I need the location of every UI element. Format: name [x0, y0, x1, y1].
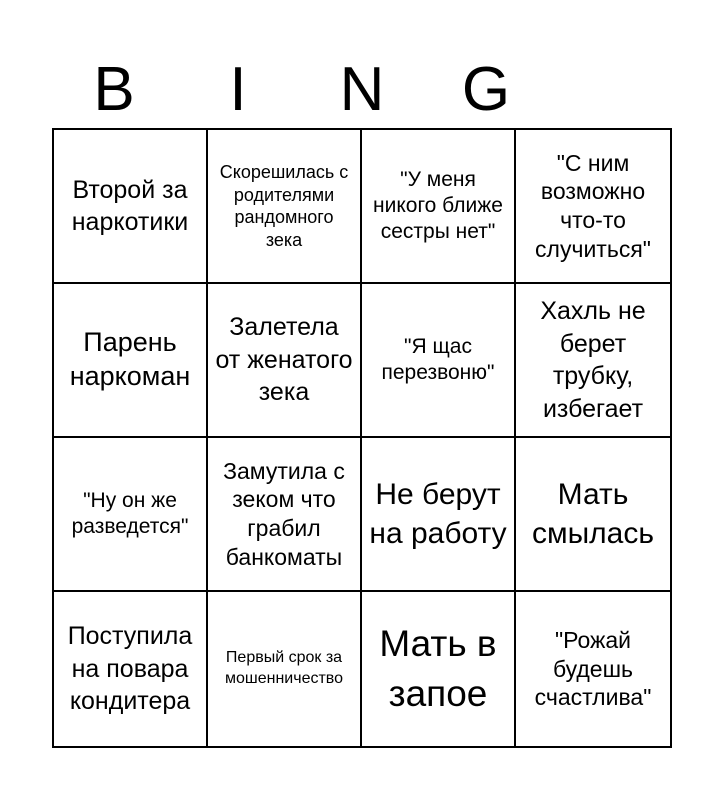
cell-text: Не берут на работу	[369, 478, 507, 550]
bingo-board	[52, 128, 672, 748]
cell-text: "У меня никого ближе сестры нет"	[373, 167, 503, 244]
bingo-cell[interactable]	[516, 438, 670, 592]
header-letter-b: B	[93, 55, 135, 124]
bingo-cell[interactable]	[362, 438, 516, 592]
bingo-cell[interactable]	[54, 284, 208, 438]
bingo-cell[interactable]	[208, 284, 362, 438]
bingo-cell[interactable]	[54, 592, 208, 746]
bingo-cell[interactable]	[516, 284, 670, 438]
cell-text: "Рожай будешь счастлива"	[534, 626, 652, 711]
cell-text: Мать в запое	[379, 623, 497, 714]
bingo-cell[interactable]	[208, 438, 362, 592]
bingo-cell[interactable]	[208, 130, 362, 284]
cell-text: Залетела от женатого зека	[215, 313, 353, 407]
bingo-cell[interactable]	[208, 592, 362, 746]
bingo-header	[52, 52, 672, 128]
cell-text: Второй за наркотики	[71, 175, 189, 236]
cell-text: Замутила с зеком что грабил банкоматы	[223, 457, 345, 570]
cell-text: "Я щас перезвоню"	[381, 334, 495, 384]
bingo-cell[interactable]	[54, 130, 208, 284]
bingo-cell[interactable]	[362, 592, 516, 746]
bingo-cell[interactable]	[362, 130, 516, 284]
bingo-cell[interactable]	[362, 284, 516, 438]
cell-text: Скорешилась с родителями рандомного зека	[219, 162, 349, 250]
cell-text: Мать смылась	[531, 478, 654, 550]
cell-text: "Ну он же разведется"	[71, 488, 189, 538]
header-letter-g: G	[461, 55, 511, 124]
cell-text: Парень наркоман	[69, 327, 191, 391]
header-letter-i: I	[229, 55, 247, 124]
cell-text: Первый срок за мошенничество	[224, 649, 344, 687]
bingo-cell[interactable]	[516, 592, 670, 746]
cell-text: Поступила на повара кондитера	[67, 622, 193, 716]
bingo-cell[interactable]	[516, 130, 670, 284]
bingo-cell[interactable]	[54, 438, 208, 592]
cell-text: "С ним возможно что-то случиться"	[535, 149, 651, 262]
header-letter-n: N	[339, 55, 385, 124]
cell-text: Хахль не берет трубку, избегает	[540, 297, 646, 423]
